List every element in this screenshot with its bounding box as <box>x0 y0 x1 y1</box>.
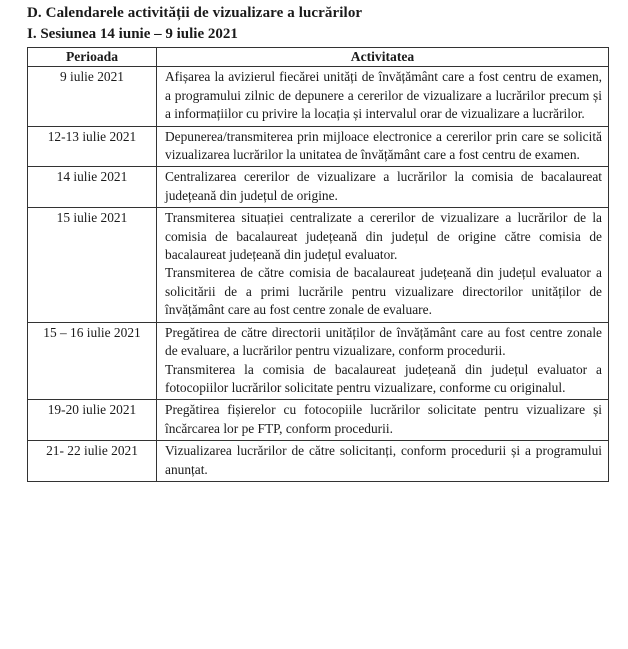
activity-text: Transmiterea situației centralizate a cererilor de vizualizare a lucrărilor de la comisia de bacalaureat județeană din județul de origine către comisia de bacalaureat județeană din județul evaluator. <box>165 210 602 263</box>
table-row <box>28 126 609 167</box>
period-cell: 9 iulie 2021 <box>28 67 157 126</box>
table-row <box>28 322 609 400</box>
activity-text: Centralizarea cererilor de vizualizare a lucrărilor la comisia de bacalaureat județeană din județul de origine. <box>165 169 602 203</box>
table-row <box>28 167 609 208</box>
period-cell: 19-20 iulie 2021 <box>28 400 157 441</box>
table-row <box>28 208 609 322</box>
activity-header: Activitatea <box>157 48 609 67</box>
activity-text: Vizualizarea lucrărilor de către solicitanți, conform procedurii și a programului anunțat. <box>165 443 602 477</box>
section-title: D. Calendarele activității de vizualizare a lucrărilor <box>27 5 363 21</box>
activity-text: Transmiterea de către comisia de bacalaureat județeană din județul evaluator a solicitării de a primi lucrările pentru vizualizare directorilor unităților de învățământ care au fost centre zonale de evaluare. <box>165 265 602 318</box>
activity-cell <box>157 322 609 400</box>
activity-cell <box>157 441 609 482</box>
table-row <box>28 67 609 126</box>
activity-cell <box>157 167 609 208</box>
activity-text: Pregătirea fișierelor cu fotocopiile lucrărilor solicitate pentru vizualizare și încărcarea lor pe FTP, conform procedurii. <box>165 402 602 436</box>
activity-cell <box>157 126 609 167</box>
period-cell: 15 – 16 iulie 2021 <box>28 322 157 400</box>
activity-text: Afișarea la avizierul fiecărei unități de învățământ care a fost centru de examen, a programului zilnic de depunere a cererilor de vizualizare a lucrărilor precum și a informațiilor cu privire la locația și intervalul orar de vizualizare a lucrărilor. <box>165 69 602 122</box>
activity-cell <box>157 67 609 126</box>
activity-text: Depunerea/transmiterea prin mijloace electronice a cererilor prin care se solicită vizualizarea lucrărilor la unitatea de învățământ care a fost centru de examen. <box>165 128 602 163</box>
calendar-table <box>27 47 609 482</box>
period-cell: 15 iulie 2021 <box>28 208 157 322</box>
activity-text: Transmiterea la comisia de bacalaureat județeană din județul evaluator a fotocopiilor lucrărilor solicitate pentru vizualizare, conforme cu originalul. <box>165 361 602 395</box>
period-cell: 21- 22 iulie 2021 <box>28 441 157 482</box>
period-header: Perioada <box>28 48 157 67</box>
period-cell: 12-13 iulie 2021 <box>28 126 157 167</box>
activity-cell <box>157 400 609 441</box>
table-header-row <box>28 48 609 67</box>
table-row <box>28 441 609 482</box>
table-row <box>28 400 609 441</box>
activity-cell <box>157 208 609 322</box>
activity-text: Pregătirea de către directorii unităților de învățământ care au fost centre zonale de evaluare, a lucrărilor pentru vizualizare, conform procedurii. <box>165 324 602 359</box>
session-title: I. Sesiunea 14 iunie – 9 iulie 2021 <box>27 26 238 42</box>
period-cell: 14 iulie 2021 <box>28 167 157 208</box>
